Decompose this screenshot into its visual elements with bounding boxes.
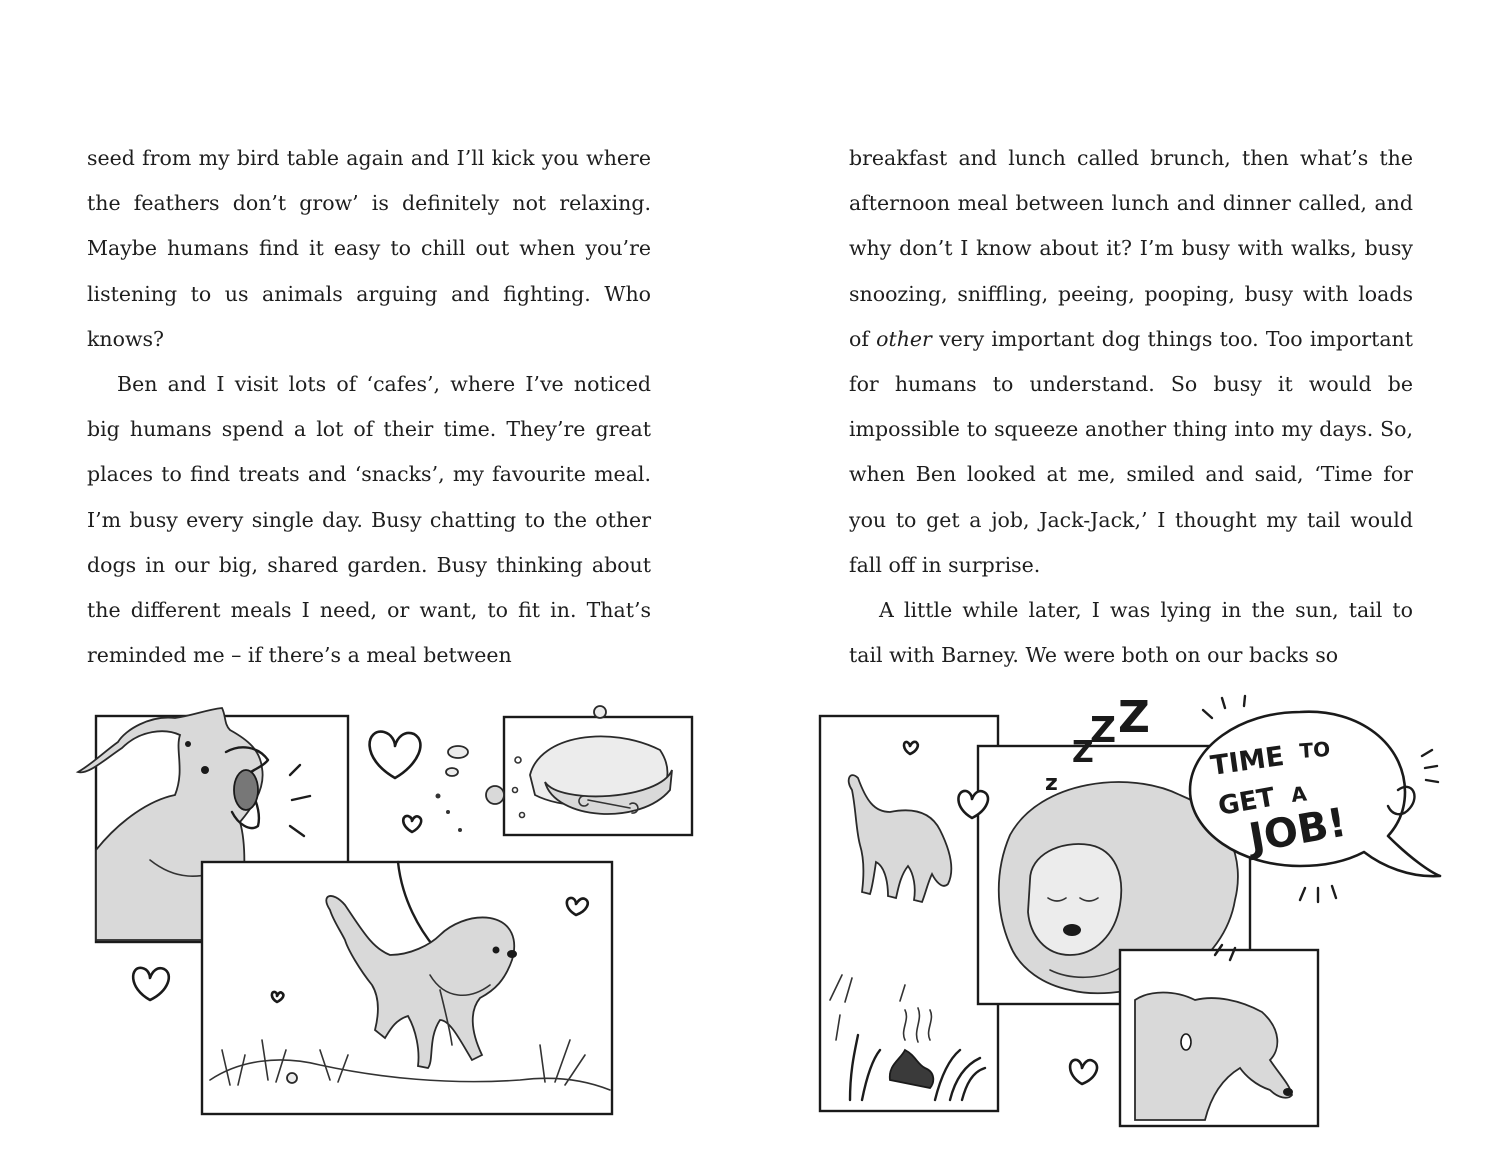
dog-eye — [493, 947, 500, 954]
right-page — [849, 136, 1413, 678]
dog-nose — [507, 950, 517, 958]
bubble-word: TIME — [1208, 740, 1287, 782]
kibble — [594, 706, 606, 718]
bubble-word: GET — [1216, 782, 1278, 822]
panel-sniffing-dog — [820, 716, 998, 1111]
right-comic — [820, 692, 1440, 1126]
right-paragraph-1-end: very important dog things too. Too important for humans to understand. So busy it would be impossible to squeeze another thing into my days. So, when Ben looked at me, smiled and said, ‘Time for you to get a job, Jack-Jack,’ I thought my tail would fall off in surprise. — [849, 326, 1413, 577]
zzz-letter: Z — [1072, 735, 1094, 770]
zzz-letter: Z — [1118, 692, 1150, 743]
crumb — [458, 828, 462, 832]
heart-icon — [133, 968, 169, 1000]
kibble — [486, 786, 504, 804]
right-paragraph-1-start: breakfast and lunch called brunch, then what’s the afternoon meal between lunch and dinner called, and why don’t I know about it? I’m busy with walks, busy snoozing, sniffling, peeing, pooping, busy with loads of — [849, 146, 1413, 351]
heart-icon — [1070, 1060, 1097, 1084]
heart-icon — [403, 816, 421, 832]
crumb — [436, 794, 441, 799]
left-paragraph-2: Ben and I visit lots of ‘cafes’, where I’ve noticed big humans spend a lot of their time. They’re great places to find treats and ‘snacks’, my favourite meal. I’m busy every single day. Busy chatting to the other dogs in our big, shared garden. Busy thinking about the different meals I need, or want, to fit in. That’s reminded me – if there’s a meal between — [87, 372, 651, 668]
crumb — [446, 810, 450, 814]
kibble — [446, 768, 458, 776]
dog-eye — [201, 766, 209, 774]
bubble-word: TO — [1298, 736, 1331, 763]
shout-lines — [1203, 696, 1245, 718]
pebble — [287, 1073, 297, 1083]
panel-nose-down-dog — [1120, 945, 1318, 1126]
shout-lines — [1300, 886, 1336, 902]
left-paragraph-1: seed from my bird table again and I’ll kick you where the feathers don’t grow’ is definitely not relaxing. Maybe humans find it easy to chill out when you’re listening to us animals arguing and fighting. Who knows? — [87, 146, 651, 351]
panel-walking-dog — [202, 862, 612, 1114]
right-paragraph-1 — [849, 136, 1413, 588]
panel-food-bowl — [504, 706, 692, 835]
emphasis-word: other — [876, 326, 932, 351]
collar-tag — [1181, 1034, 1191, 1050]
open-mouth — [234, 770, 258, 810]
dog-nose — [1283, 1088, 1293, 1096]
left-page — [87, 136, 651, 678]
zzz-letter: z — [1045, 771, 1058, 796]
kibble — [448, 746, 468, 758]
heart-icon — [370, 732, 421, 778]
dog-eye-2 — [185, 741, 191, 747]
floating-kibble — [436, 746, 505, 832]
left-comic — [78, 706, 692, 1114]
dog-nose — [1063, 924, 1081, 936]
bubble-word: A — [1290, 781, 1308, 807]
shout-lines — [1422, 750, 1438, 782]
zzz-letter: Z — [1090, 710, 1117, 751]
heart-icon — [272, 992, 284, 1002]
right-paragraph-2: A little while later, I was lying in the sun, tail to tail with Barney. We were both on our backs so — [849, 598, 1413, 668]
bubble-word: JOB! — [1245, 799, 1350, 862]
